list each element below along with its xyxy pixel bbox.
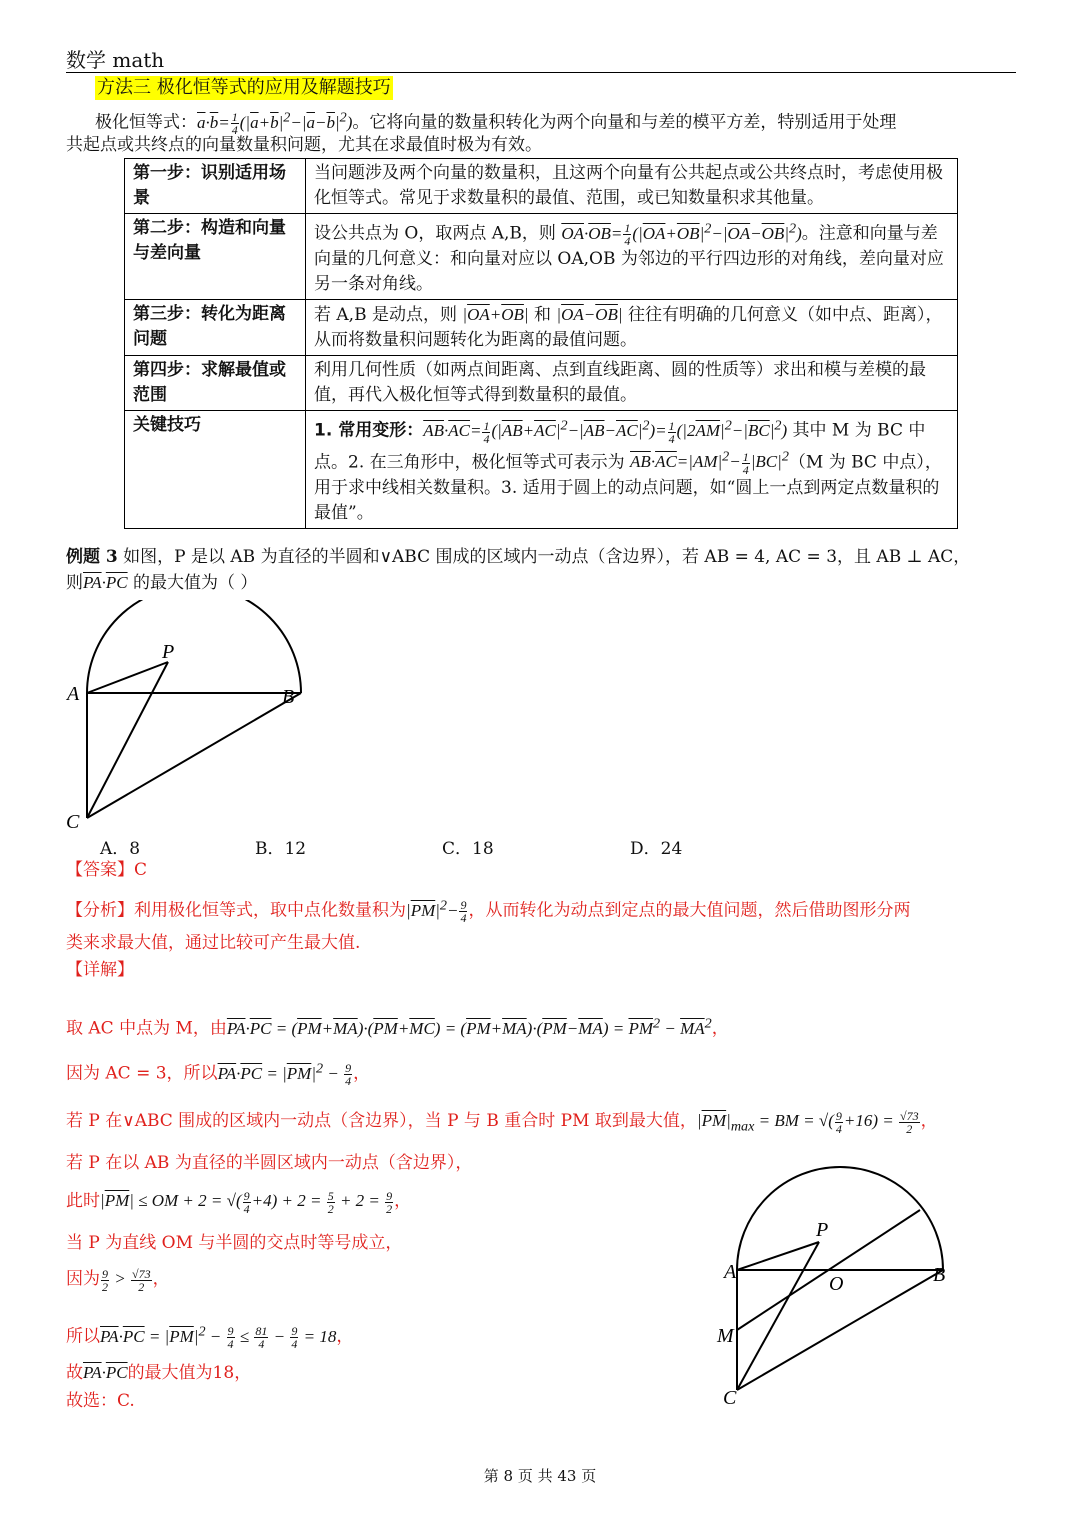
fig2-label-m: M bbox=[717, 1325, 734, 1347]
step2-head: 第二步：构造和向量与差向量 bbox=[125, 214, 306, 300]
tips-head: 关键技巧 bbox=[125, 411, 306, 529]
solution-text-7: 因为 bbox=[66, 1269, 100, 1289]
solution-line-10: 故选：C. bbox=[66, 1391, 135, 1411]
step3-text-mid: 和 bbox=[534, 305, 551, 326]
answer-line bbox=[66, 857, 147, 883]
fig1-label-b: B bbox=[282, 686, 295, 708]
step1-head: 第一步：识别适用场景 bbox=[125, 159, 306, 214]
detail-label: 【详解】 bbox=[66, 960, 134, 980]
step3-text-a: 若 A,B 是动点，则 bbox=[314, 305, 457, 326]
solution-line-2: 因为 AC = 3，所以$\overline{PA}\cdot\overline{PC} = |\overline{PM}|^2$ − $\frac{9}{4}$ ， bbox=[66, 1060, 371, 1089]
solution-line-9: 故$\overline{PA}\cdot\overline{PC}$的最大值为18， bbox=[66, 1363, 252, 1383]
table-row bbox=[125, 356, 958, 411]
method-title: 方法三 极化恒等式的应用及解题技巧 bbox=[97, 77, 391, 98]
answer-label: 【答案】 bbox=[66, 860, 134, 880]
step2-text-b: 。注意和向量与差向量的几何意义：和向量对应以 OA,OB 为邻边的平行四边形的对角线，差向量对应另一条对角线。 bbox=[314, 223, 944, 295]
example-text-2a: 则 bbox=[66, 573, 83, 593]
table-row bbox=[125, 411, 958, 529]
tips-body: 1. 常用变形：$\overline{AB}\cdot\overline{AC}=$ $\frac{1}{4}$ $(|\overline{AB}+\overline{AC}|^2-|\overline{AB}-\overline{AC}|^2)=$ $\frac{1}{4}$ $(|2\overline{AM}|^2-|\overline{BC}|^2)$ 其中 M 为 BC 中点。2. 在三角形中，极化恒等式可表示为 $\overline{AB}\cdot\overline{AC}=|AM|^2-$ $\frac{1}{4}$ $|BC|^2(M$ 为 BC 中点），用于求中线相关数量积。3. 适用于圆上的动点问题，如“圆上一点到两定点数量积的最值”。 bbox=[306, 411, 958, 529]
solution-text-8: 所以 bbox=[66, 1326, 100, 1347]
solution-line-6: 当 P 为直线 OM 与半圆的交点时等号成立， bbox=[66, 1233, 403, 1253]
example-text-1: 如图，P 是以 AB 为直径的半圆和∨ABC 围成的区域内一动点（含边界），若 AB = 4, AC = 3，且 AB ⊥ AC， bbox=[123, 547, 971, 567]
fig1-label-c: C bbox=[66, 811, 80, 833]
example-label: 例题 3 bbox=[66, 547, 118, 567]
solution-text-9a: 故 bbox=[66, 1363, 83, 1383]
step4-head: 第四步：求解最值或范围 bbox=[125, 356, 306, 411]
polarization-formula: $\overline{a}\cdot\overline{b}=$ $\frac{1}{4}$ $(|\overline{a}+\overline{b}|^2-|\overline{a}-\overline{b}|^2)$ bbox=[197, 109, 353, 138]
solution-line-4: 若 P 在以 AB 为直径的半圆区域内一动点（含边界）， bbox=[66, 1153, 473, 1173]
intro-text-1: 。它将向量的数量积转化为两个向量和与差的模平方差，特别适用于处理 bbox=[352, 112, 897, 133]
choice-a: A．8 bbox=[100, 839, 141, 859]
answer-value: C bbox=[134, 860, 148, 880]
step2-body bbox=[306, 214, 958, 300]
solution-text-9b: 的最大值为18， bbox=[127, 1363, 252, 1383]
fig2-label-c: C bbox=[723, 1387, 737, 1409]
header-title: 数学 math bbox=[66, 48, 165, 72]
steps-table bbox=[124, 158, 958, 529]
fig1-label-a: A bbox=[67, 683, 80, 705]
table-row bbox=[125, 214, 958, 300]
analysis-text-1: 利用极化恒等式，取中点化数量积为 bbox=[134, 900, 406, 921]
solution-line-1: 取 AC 中点为 M，由$\overline{PA}\cdot\overline{PC} = (\overline{PM}+\overline{MA})\cdot(\overline{PM}+\overline{MC}) = (\overline{PM}+\overline{MA})\cdot(\overline{PM}-\overline{MA}) = \overline{PM}^2 - \overline{MA}^2$， bbox=[66, 1015, 729, 1039]
tips-text-b: 其中 M 为 BC 中点。2. 在三角形中，极化恒等式可表示为 bbox=[314, 420, 926, 473]
fig1-label-p: P bbox=[162, 641, 175, 663]
tips-text-a: 1. 常用变形： bbox=[314, 420, 424, 441]
fig2-label-a: A bbox=[724, 1261, 737, 1283]
table-row bbox=[125, 300, 958, 356]
figure-semicircle-triangle bbox=[60, 600, 320, 840]
table-row bbox=[125, 159, 958, 214]
tips-text-c: （M 为 BC 中点），用于求中线相关数量积。3. 适用于圆上的动点问题，如“圆上一点到两定点数量积的最值”。 bbox=[314, 452, 942, 523]
fig2-label-p: P bbox=[816, 1219, 829, 1241]
choice-c: C．18 bbox=[442, 839, 494, 859]
step4-body: 利用几何性质（如两点间距离、点到直线距离、圆的性质等）求出和模与差模的最值，再代入极化恒等式得到数量积的最值。 bbox=[306, 356, 958, 411]
fig2-label-o: O bbox=[829, 1273, 844, 1295]
step2-text-a: 设公共点为 O，取两点 A,B，则 bbox=[314, 223, 556, 244]
figure-solution-diagram bbox=[715, 1150, 965, 1410]
solution-text-1: 取 AC 中点为 M，由 bbox=[66, 1018, 227, 1039]
step3-text-b: 往往有明确的几何意义（如中点、距离），从而将数量积问题转化为距离的最值问题。 bbox=[314, 305, 943, 351]
analysis-text-3: 类来求最大值，通过比较可产生最大值. bbox=[66, 933, 361, 953]
analysis-line-1: 【分析】利用极化恒等式，取中点化数量积为$|\overline{PM}|^2-$ $\frac{9}{4}$ ，从而转化为动点到定点的最大值问题，然后借助图形分两 bbox=[66, 897, 911, 926]
solution-text-5: 此时 bbox=[66, 1191, 100, 1211]
solution-text-2: 因为 AC = 3，所以 bbox=[66, 1063, 218, 1084]
page-header bbox=[66, 40, 1016, 73]
intro-text-2: 共起点或共终点的向量数量积问题，尤其在求最值时极为有效。 bbox=[66, 135, 542, 155]
solution-line-7: 因为 $\frac{9}{2}$ > $\frac{√73}{2}$ ， bbox=[66, 1266, 170, 1294]
analysis-text-2: ，从而转化为动点到定点的最大值问题，然后借助图形分两 bbox=[468, 900, 911, 921]
analysis-label: 【分析】 bbox=[66, 900, 134, 921]
choice-b: B．12 bbox=[255, 839, 307, 859]
step3-head: 第三步：转化为距离问题 bbox=[125, 300, 306, 356]
step3-body: 若 A,B 是动点，则 $|\overline{OA}+\overline{OB}|$ 和 $|\overline{OA}-\overline{OB}|$ 往往有明确的几何意义（如中点、距离），从而将数量积问题转化为距离的最值问题。 bbox=[306, 300, 958, 356]
step1-body: 当问题涉及两个向量的数量积，且这两个向量有公共起点或公共终点时，考虑使用极化恒等式。常见于求数量积的最值、范围，或已知数量积求其他量。 bbox=[306, 159, 958, 214]
page-footer: 第 8 页 共 43 页 bbox=[483, 1467, 597, 1485]
step2-formula: $\overline{OA}\cdot\overline{OB}=$ $\frac{1}{4}$ $(|\overline{OA}+\overline{OB}|^2-|\overline{OA}-\overline{OB}|^2)$ bbox=[561, 220, 802, 249]
example-line-2: 则$\overline{PA}\cdot\overline{PC}$ 的最大值为（ ） bbox=[66, 573, 258, 593]
intro-lead: 极化恒等式： bbox=[95, 112, 197, 133]
solution-text-3: 若 P 在∨ABC 围成的区域内一动点（含边界），当 P 与 B 重合时 PM 取到最大值， bbox=[66, 1111, 697, 1131]
solution-line-3: 若 P 在∨ABC 围成的区域内一动点（含边界），当 P 与 B 重合时 PM 取到最大值，$|\overline{PM}|_{max}$ = BM = √( $\frac{9}{4}$ +16) = $\frac{√73}{2}$ ， bbox=[66, 1108, 938, 1136]
fig2-label-b: B bbox=[933, 1264, 946, 1286]
solution-line-5: 此时$|\overline{PM}|$ ≤ OM + 2 = √( $\frac{9}{4}$ +4) + 2 = $\frac{5}{2}$ + 2 = $\frac{9}{2}$ ， bbox=[66, 1188, 412, 1216]
example-text-2b: 的最大值为（ ） bbox=[132, 573, 258, 593]
solution-line-8: 所以$\overline{PA}\cdot\overline{PC} = |\overline{PM}|^2$ − $\frac{9}{4}$ ≤ $\frac{81}{4}$ − $\frac{9}{4}$ = 18， bbox=[66, 1323, 354, 1352]
choice-d: D．24 bbox=[630, 839, 683, 859]
example-line-1 bbox=[66, 544, 1016, 570]
